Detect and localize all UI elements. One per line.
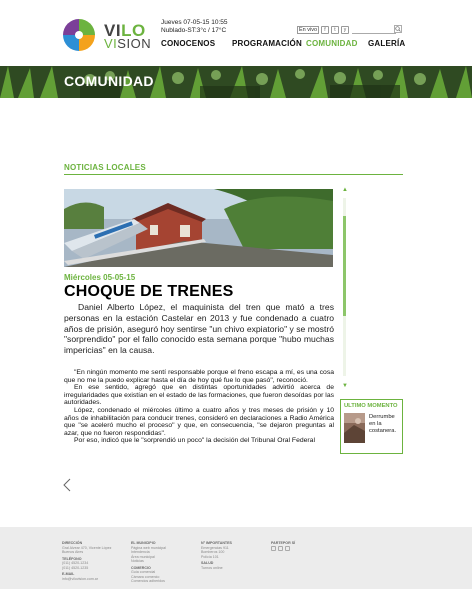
youtube-icon[interactable]: y bbox=[341, 26, 349, 34]
scroll-up-arrow-icon[interactable]: ▲ bbox=[342, 187, 348, 193]
facebook-icon[interactable]: f bbox=[321, 26, 329, 34]
banner-title: COMUNIDAD bbox=[64, 73, 154, 89]
live-button[interactable]: En vivo bbox=[298, 27, 318, 33]
brand-name-line2: VISION bbox=[104, 36, 152, 51]
section-title: NOTICIAS LOCALES bbox=[64, 163, 146, 172]
article-photo bbox=[64, 189, 333, 267]
article-paragraph: En ese sentido, agregó que en distintas oportunidades advirtió acerca de irregularidades que existían en el estado de las formaciones, que fueron desoídas por las autoridades. bbox=[64, 384, 334, 407]
scrollbar-thumb[interactable] bbox=[343, 216, 346, 316]
previous-arrow-icon[interactable] bbox=[62, 478, 72, 492]
vilo-vision-logo-icon[interactable] bbox=[62, 18, 96, 52]
scroll-down-arrow-icon[interactable]: ▼ bbox=[342, 383, 348, 389]
weather-info: Nublado-ST:3°c / 17°C bbox=[161, 27, 227, 34]
nav-programacion[interactable]: PROGRAMACIÓN bbox=[232, 39, 302, 48]
article-paragraph: "En ningún momento me sentí responsable porque el freno escapa a mí, es una cosa que no me la puedo explicar hasta el día de hoy qué fue lo que pasó", reconoció. bbox=[64, 369, 334, 384]
current-date: Jueves 07-05-15 10:55 bbox=[161, 19, 228, 26]
section-divider bbox=[64, 174, 403, 175]
article-paragraph: Por eso, indicó que le "sorprendió un poco" la decisión del Tribunal Oral Federal bbox=[74, 437, 315, 445]
footer-column-importantes: N° IMPORTANTES Emergencias 911 Bomberos 100 Policía 101 SALUD Turnos online bbox=[201, 541, 232, 570]
footer-column-municipio: EL MUNICIPIO Página web municipal Intendencia Área municipal Noticias COMERCIO Guía comercial Cámara comercio Comercios adheridos bbox=[131, 541, 166, 583]
breaking-news-text[interactable]: Derrumbe en la costanera. bbox=[369, 414, 397, 434]
footer-twitter-icon[interactable] bbox=[278, 546, 283, 551]
article-paragraph: López, condenado el miércoles último a cuatro años y tres meses de prisión y 10 años de inhabilitación para conducir trenes, consideró en declaraciones a Radio América que "se aceleró mucho el proceso" y que, en consecuencia, "se dejaron preguntas al azar, que no fueron respondidas". bbox=[64, 406, 334, 437]
footer-youtube-icon[interactable] bbox=[285, 546, 290, 551]
footer-column-contact: DIRECCIÓN Gral Alvear 470, Vicente López Buenos Aires TELÉFONO (011) 4520-1234 (011) 4520-1235 E-MAIL info@vilovision.com.ar bbox=[62, 541, 112, 581]
twitter-icon[interactable]: t bbox=[331, 26, 339, 34]
article-lead: Daniel Alberto López, el maquinista del tren que mató a tres personas en la estación Castelar en 2013 y fue condenado a cuatro años de prisión, aseguró hoy sentirse "un chivo expiatorio" y se mostró "sorprendido" por el fallo conocido esta semana porque "hubo muchas impericias" en la causa. bbox=[64, 302, 334, 356]
breaking-news-title: ULTIMO MOMENTO bbox=[344, 403, 398, 409]
brand-name-line1: VILO bbox=[104, 21, 146, 40]
nav-comunidad[interactable]: COMUNIDAD bbox=[306, 39, 358, 48]
search-icon[interactable] bbox=[394, 25, 402, 33]
footer-column-social: PARTEPOR SÍ bbox=[271, 541, 296, 545]
nav-galeria[interactable]: GALERÍA bbox=[368, 39, 406, 48]
search-input[interactable] bbox=[352, 33, 396, 34]
article-date: Miércoles 05-05-15 bbox=[64, 273, 136, 282]
breaking-news-thumbnail[interactable] bbox=[344, 413, 365, 443]
article-title: CHOQUE DE TRENES bbox=[64, 283, 234, 300]
footer-facebook-icon[interactable] bbox=[271, 546, 276, 551]
nav-conocenos[interactable]: CONOCENOS bbox=[161, 39, 216, 48]
article-body bbox=[64, 369, 334, 450]
